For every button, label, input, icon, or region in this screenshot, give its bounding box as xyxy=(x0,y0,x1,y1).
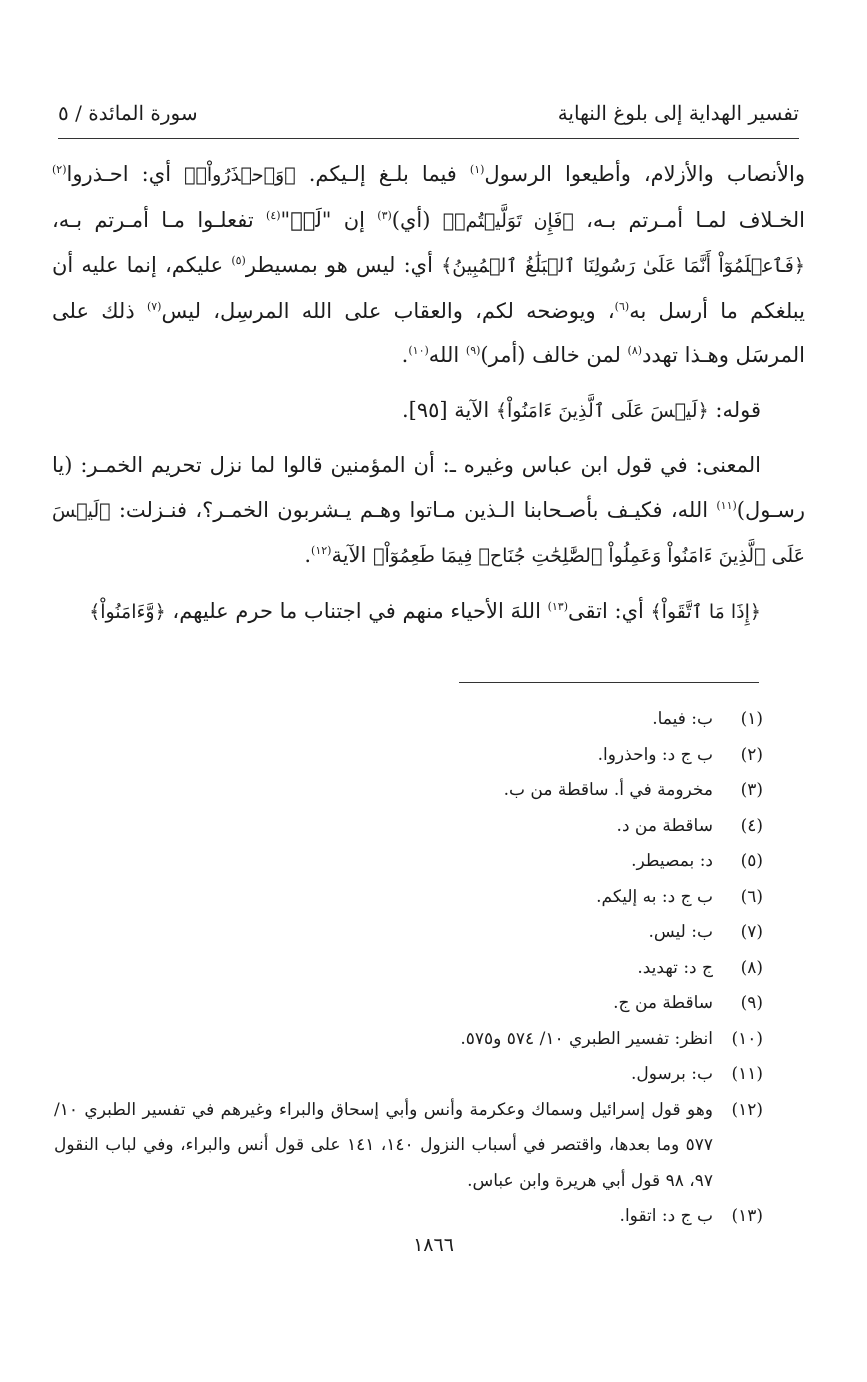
footnote-number: (٧) xyxy=(740,922,763,942)
text-span: أي: ليس هو بمسيطر xyxy=(245,253,442,277)
text-span: ذلك على المرسَل وهـذا تهدد xyxy=(52,298,805,367)
footnote-number: (١٠) xyxy=(731,1028,763,1049)
quran-verse: ﴿لَيۡسَ عَلَى ٱلَّذِينَ ءَامَنُواْ وَعَمِلُواْ ٱلصَّٰلِحَٰتِ جُنَاحٞ فِيمَا طَعِمُوٓاْ﴾ xyxy=(52,499,805,567)
footnote-text: ب ج د: واحذروا. xyxy=(597,744,713,765)
footnote-ref: (١٢) xyxy=(311,544,332,557)
footnote-number: (١٢) xyxy=(731,1099,763,1120)
footnote-number: (٦) xyxy=(740,886,763,907)
paragraph-1 xyxy=(52,152,805,378)
quran-verse: ﴿إِذَا مَا ٱتَّقَواْ﴾ xyxy=(650,600,761,623)
footnote-text: ساقطة من د. xyxy=(616,815,713,836)
footnote-number: (١) xyxy=(740,709,763,729)
footnote-item xyxy=(54,986,763,1022)
footnote-item xyxy=(54,738,763,774)
main-text xyxy=(52,152,805,634)
footnote-ref: (٦) xyxy=(614,299,630,313)
footnote-number: (٨) xyxy=(740,957,763,978)
footnote-number: (٣) xyxy=(740,780,763,800)
footnote-text: ج د: تهديد. xyxy=(637,957,713,978)
footnote-item xyxy=(54,915,763,951)
footnote-ref: (٢) xyxy=(52,163,67,176)
page-number: ١٨٦٦ xyxy=(413,1234,454,1256)
text-span: اللهَ الأحياء منهم في اجتناب ما حرم عليهم، xyxy=(165,598,548,623)
running-header xyxy=(58,96,799,130)
text-span: إن "لَمۡ" xyxy=(280,207,378,232)
footnote-ref: (٤) xyxy=(266,208,281,222)
footnote-text: ب: فيما. xyxy=(652,709,713,729)
text-span: المعنى: في قول ابن عباس وغيره ـ: أن المؤمنين قالوا لما نزل تحريم الخمـر: (يا رسـول) xyxy=(52,453,805,522)
quran-verse: ﴿لَيۡسَ عَلَى ٱلَّذِينَ ءَامَنُواْ﴾ xyxy=(495,399,709,422)
text-span: . xyxy=(304,543,312,567)
book-title: تفسير الهداية إلى بلوغ النهاية xyxy=(557,101,799,125)
text-span: الله، فكيـف بأصـحابنا الـذين مـاتوا وهـم يـشربون الخمـر؟، فنـزلت: xyxy=(110,497,717,522)
footnote-item xyxy=(54,880,763,916)
footnote-text: انظر: تفسير الطبري ١٠/ ٥٧٤ و٥٧٥. xyxy=(460,1028,713,1049)
footnote-ref: (١٠) xyxy=(408,344,429,357)
footnote-ref: (٣) xyxy=(377,208,392,222)
footnote-ref: (٧) xyxy=(146,299,162,313)
paragraph-4 xyxy=(52,589,805,635)
quran-verse: ﴿وَٱحۡذَرُواْۚ﴾ xyxy=(184,164,296,186)
footnote-text: ساقطة من ج. xyxy=(613,993,713,1013)
footnote-item xyxy=(54,844,763,880)
footnote-text: مخرومة في أ. ساقطة من ب. xyxy=(503,780,713,800)
footnote-number: (٢) xyxy=(740,744,763,765)
text-span: . xyxy=(401,343,409,367)
footnotes-list xyxy=(54,702,763,1235)
footnote-text: ب: برسول. xyxy=(630,1064,713,1084)
paragraph-2 xyxy=(52,388,805,434)
text-span: الله xyxy=(428,343,466,367)
text-span: قوله: xyxy=(708,397,761,422)
footnote-number: (٩) xyxy=(740,993,763,1013)
footnote-text: ب: ليس. xyxy=(648,922,713,942)
text-span: تفعلـوا مـا أمـرتم بـه، xyxy=(52,207,267,232)
footnote-item xyxy=(54,773,763,809)
text-span: أي: اتقى xyxy=(568,598,651,623)
footnote-number: (١٣) xyxy=(731,1206,763,1226)
footnote-text: د: بمصيطر. xyxy=(631,851,713,871)
paragraph-3 xyxy=(52,443,805,579)
quran-verse: ﴿فَإِن تَوَلَّيۡتُمۡ﴾ xyxy=(442,209,574,232)
quran-verse: ﴿فَٱعۡلَمُوٓاْ أَنَّمَا عَلَىٰ رَسُولِنَا ٱلۡبَلَٰغُ ٱلۡمُبِينُ﴾ xyxy=(441,255,805,277)
footnote-separator xyxy=(459,682,759,683)
text-span: الآية [٩٥]. xyxy=(401,397,496,422)
footnote-item xyxy=(54,1093,763,1200)
footnote-ref: (١٣) xyxy=(547,599,569,613)
footnote-item xyxy=(54,809,763,845)
text-span: ، ويوضحه لكم، والعقاب على الله المرسِل، ليس xyxy=(161,298,615,323)
text-span: (أي) xyxy=(391,207,443,232)
text-span: عليكم، إنما عليه أن يبلغكم ما أرسل به xyxy=(52,253,805,323)
text-span: الخـلاف لمـا أمـرتم بـه، xyxy=(573,207,805,232)
text-span: الآية xyxy=(331,543,374,567)
footnote-ref: (١) xyxy=(469,163,485,176)
footnote-item xyxy=(54,1199,763,1235)
footnote-item xyxy=(54,951,763,987)
footnote-ref: (٩) xyxy=(465,344,481,357)
text-span: فيما بلـغ إلـيكم. xyxy=(295,162,470,186)
footnote-number: (١١) xyxy=(731,1064,763,1084)
quran-verse: ﴿وَّءَامَنُواْ﴾ xyxy=(89,600,166,623)
footnote-text: ب ج د: اتقوا. xyxy=(619,1206,713,1226)
footnote-ref: (١١) xyxy=(716,498,737,512)
footnote-text: وهو قول إسرائيل وسماك وعكرمة وأنس وأبي إسحاق والبراء وغيرهم في تفسير الطبري ١٠/ ٥٧٧ وما بعدها، واقتصر في أسباب النزول ١٤٠، ١٤١ على قول أنس والبراء، وفي لباب النقول ٩٧، ٩٨ قول أبي هريرة وابن عباس. xyxy=(54,1099,713,1191)
footnote-ref: (٨) xyxy=(627,344,643,357)
footnote-ref: (٥) xyxy=(231,254,246,267)
text-span: أي: احـذروا xyxy=(66,162,185,186)
text-span: لمن خالف (أمر) xyxy=(480,343,628,367)
footnote-item xyxy=(54,1057,763,1093)
text-span: والأنصاب والأزلام، وأطيعوا الرسول xyxy=(484,162,805,186)
footnote-text: ب ج د: به إليكم. xyxy=(596,886,713,907)
footnote-item xyxy=(54,702,763,738)
header-divider xyxy=(58,138,799,139)
footnote-number: (٤) xyxy=(740,815,763,836)
surah-page-label: سورة المائدة / ٥ xyxy=(58,101,198,125)
footnote-number: (٥) xyxy=(740,851,763,871)
footnote-item xyxy=(54,1022,763,1058)
